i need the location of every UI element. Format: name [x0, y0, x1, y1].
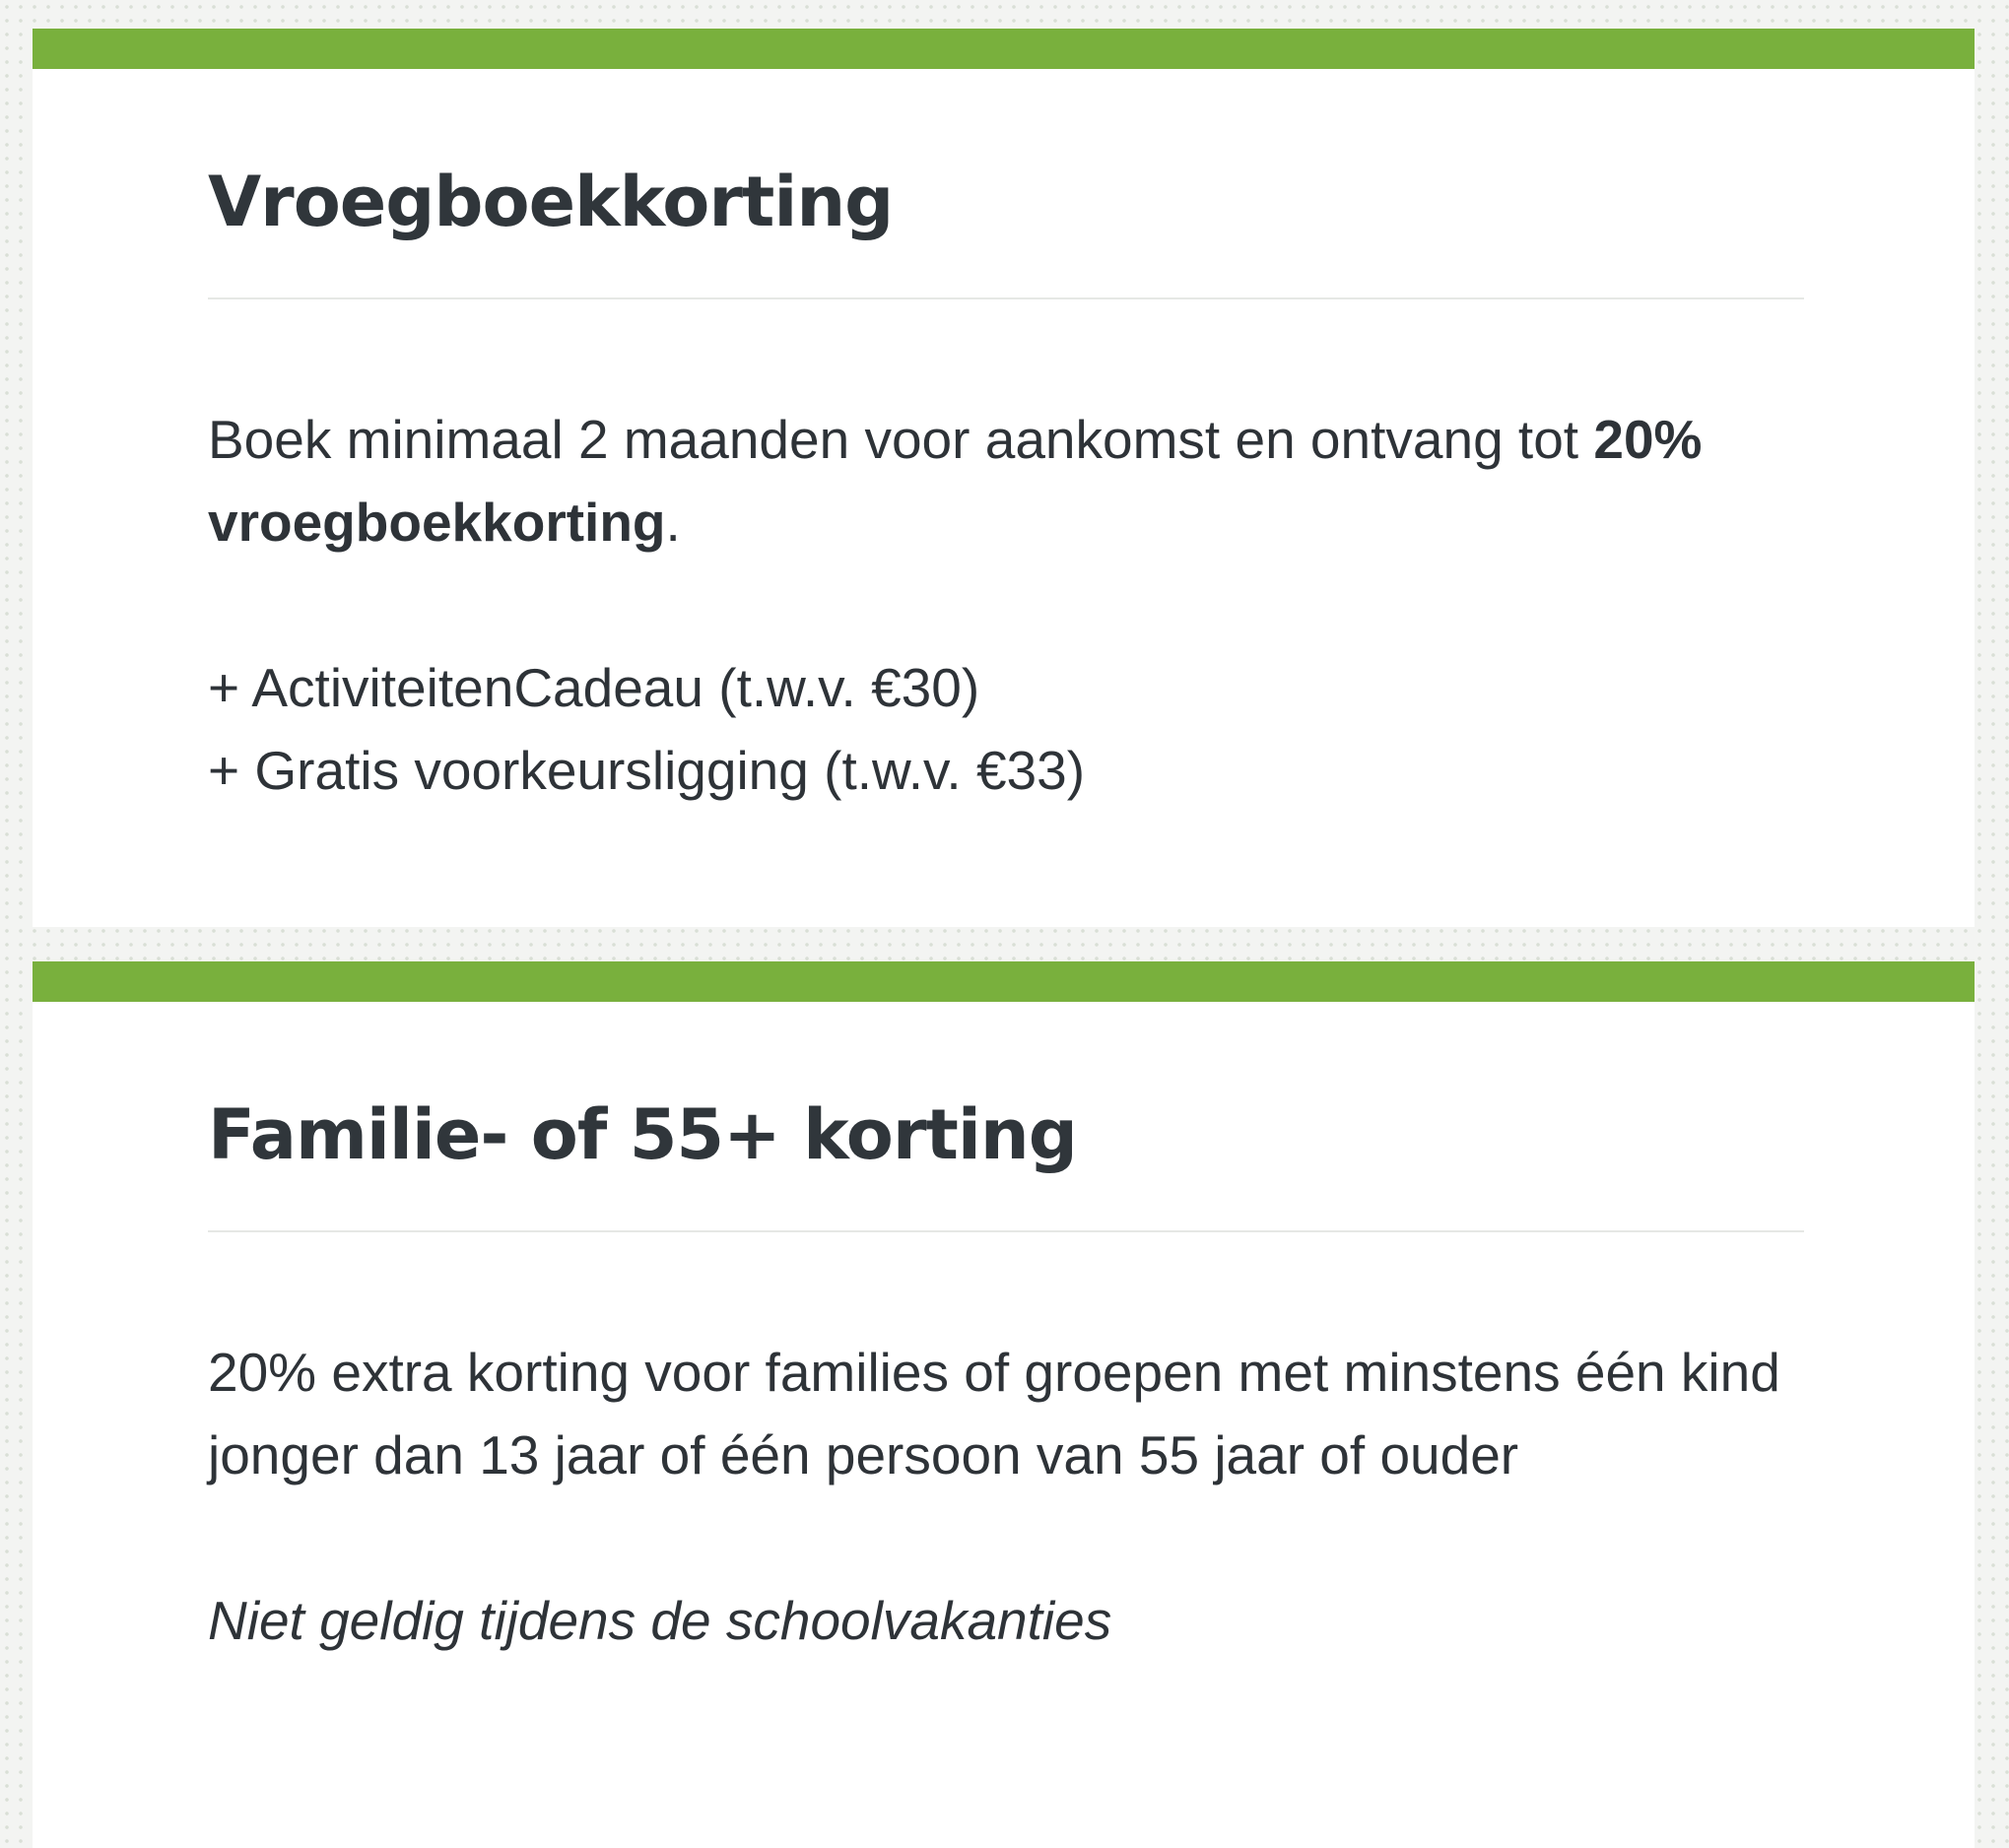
offer-card-family-55	[33, 961, 1975, 1848]
card-accent-bar	[33, 29, 1975, 69]
offer-description: 20% extra korting voor families of groepen met minstens één kind jonger dan 13 jaar of één persoon van 55 jaar of ouder	[208, 1342, 1780, 1485]
title-divider	[208, 1230, 1804, 1232]
offer-description	[208, 398, 1799, 563]
offer-description-text: Boek minimaal 2 maanden voor aankomst en ontvang tot	[208, 409, 1594, 470]
offer-extra-activity: + ActiviteitenCadeau (t.w.v. €30)	[208, 657, 980, 718]
offer-extra-location: + Gratis voorkeursligging (t.w.v. €33)	[208, 740, 1086, 801]
offer-note: Niet geldig tijdens de schoolvakanties	[208, 1590, 1112, 1651]
title-divider	[208, 297, 1804, 299]
offer-highlight: 20% vroegboekkorting	[208, 409, 1703, 553]
offer-description-end: .	[665, 492, 681, 553]
card-accent-bar	[33, 961, 1975, 1002]
offer-title: Vroegboekkorting	[208, 162, 894, 242]
offer-title: Familie- of 55+ korting	[208, 1094, 1077, 1175]
offer-card-early-booking	[33, 29, 1975, 927]
